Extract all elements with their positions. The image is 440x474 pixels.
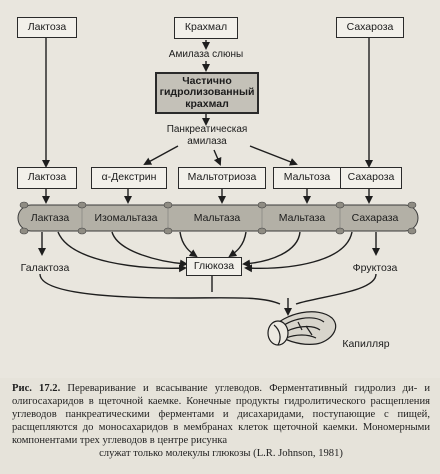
glucose-box [186, 257, 242, 276]
lactose-top-label: Лактоза [27, 20, 67, 33]
pancreatic-amylase-line-2: амилаза [187, 136, 227, 147]
glucose-label: Глюкоза [193, 259, 235, 272]
caption-figure-number: Рис. 17.2. [12, 383, 61, 394]
caption-last-line: служат только молекулы глюкозы (L.R. Johnson, 1981) [99, 447, 343, 459]
starch-label: Крахмал [184, 21, 228, 34]
enzyme-maltase-1: Мальтаза [193, 212, 241, 224]
enzyme-isomaltase: Изомальтаза [94, 212, 158, 224]
enzyme-maltase-2: Мальтаза [278, 212, 326, 224]
partial-starch-box [155, 72, 259, 114]
sucrose-box [340, 167, 402, 189]
figure-caption [12, 383, 430, 460]
arrow-to-maltotriose [214, 150, 220, 164]
caption-text: Переваривание и всасывание углеводов. Ферментативный гидролиз ди- и олигосахаридов в щеточной каемке. Конечные продукты гидролитического расщепления углеводов панкреатическими ферментами и дисахаридами, поступающие с пищей, расщепляются до моносахаридов в мембранах клеток щеточной каемки. Мономерными компонентами трех углеводов в центре рисунка [12, 383, 431, 446]
maltotriose-label: Мальтотриоза [187, 171, 257, 184]
partial-starch-line-3: крахмал [185, 97, 229, 110]
fructose-label: Фруктоза [352, 262, 398, 274]
galactose-label: Галактоза [20, 262, 70, 274]
pancreatic-amylase-label [150, 124, 264, 148]
starch-box [174, 17, 238, 39]
lactose-box [17, 167, 77, 189]
maltose-label: Мальтоза [283, 171, 331, 184]
dextrin-label: α-Декстрин [101, 171, 157, 184]
maltose-box [273, 167, 341, 189]
sucrose-top-label: Сахароза [346, 20, 394, 33]
dextrin-box [91, 167, 167, 189]
arrow-to-maltose [250, 146, 296, 164]
partial-starch-line-2: гидролизованный [159, 86, 255, 99]
saliva-amylase-label: Амилаза слюны [168, 49, 244, 60]
arrow-to-dextrin [145, 146, 178, 164]
sucrose-top-box [336, 17, 404, 38]
capillary-label: Капилляр [342, 338, 390, 350]
maltotriose-box [178, 167, 266, 189]
lactose-top-box [17, 17, 77, 38]
enzyme-lactase: Лактаза [30, 212, 70, 224]
pancreatic-amylase-line-1: Панкреатическая [166, 124, 248, 135]
partial-starch-line-1: Частично [182, 74, 232, 87]
lactose-label: Лактоза [27, 171, 67, 184]
sucrose-label: Сахароза [347, 171, 395, 184]
enzyme-sucrase: Сахараза [351, 212, 399, 224]
capillary-drawing [268, 312, 336, 345]
